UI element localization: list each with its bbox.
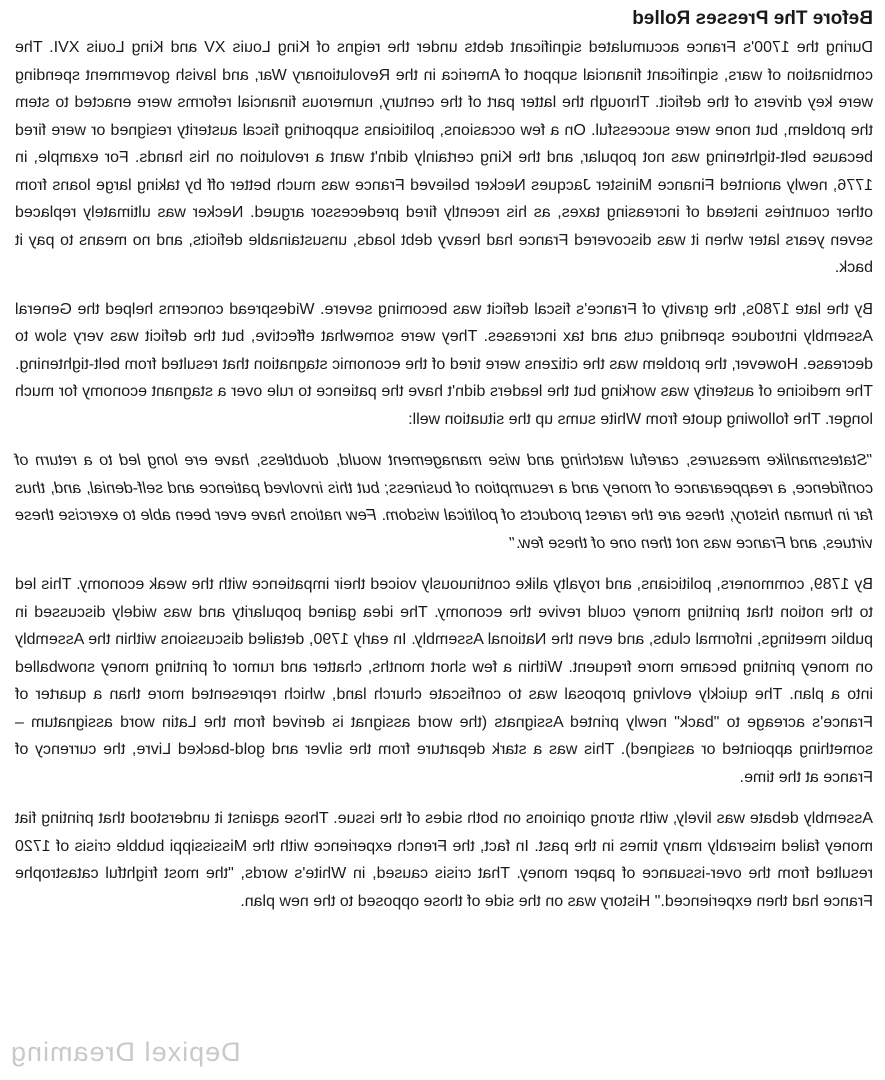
paragraph-debate: Assembly debate was lively, with strong opinions on both sides of the issue. Those against it understood that printing fiat money failed miserably many times in the past. In fact, the French experience with the Mississippi bubble crisis of 1720 resulted from the over-issuance of paper money. That crisis caused, in White's words, "the most frightful catastrophe France had then experienced." History was on the side of those opposed to the new plan.	[15, 810, 873, 910]
article-heading: Before The Presses Rolled	[632, 8, 873, 29]
paragraph-deficit: By the late 1780s, the gravity of France's fiscal deficit was becoming severe. Widespread concerns helped the General Assembly introduce spending cuts and tax increases. They were somewhat effective, but the deficit was very slow to decrease. However, the problem was the citizens were tired of the economic stagnation that resulted from belt-tightening. The medicine of austerity was working but the leaders didn't have the patience to rule over a stagnant economy for much longer. The following quote from White sums up the situation well:	[15, 300, 873, 428]
watermark: Depixel Dreaming	[10, 1037, 241, 1067]
paragraph-debts: During the 1700's France accumulated significant debts under the reigns of King Louis XV and King Louis XVI. The combination of wars, significant financial support of America in the Revolutionary War, and lavish government spending were key drivers of the deficit. Through the latter part of the century, numerous financial reforms were enacted to stem the problem, but none were successful. On a few occasions, politicians supporting fiscal austerity resigned or were fired because belt-tightening was not popular, and the King certainly didn't want a revolution on his hands. For example, in 1776, newly anointed Finance Minister Jacques Necker believed France was much better off by taking large loans from other countries instead of increasing taxes, as his recently fired predecessor argued. Necker was ultimately replaced seven years later when it was discovered France had heavy debt loads, unsustainable deficits, and no means to pay it back.	[15, 39, 873, 276]
quote-white: "Statesmanlike measures, careful watching and wise management would, doubtless, have ere long led to a return of confidence, a reappearance of money and a resumption of business; but this involved patience and self-denial, and, thus far in human history, these are the rarest products of political wisdom. Few nations have ever been able to exercise these virtues, and France was not then one of these few."	[15, 452, 873, 552]
article	[15, 6, 873, 929]
paragraph-assignats: By 1789, commoners, politicians, and royalty alike continuously voiced their impatience with the weak economy. This led to the notion that printing money could revive the economy. The idea gained popularity and was widely discussed in public meetings, informal clubs, and even the National Assembly. In early 1790, detailed discussions within the Assembly on money printing became more frequent. Within a few short months, chatter and rumor of printing money snowballed into a plan. The quickly evolving proposal was to confiscate church land, which represented more than a quarter of France's acreage to "back" newly printed Assignats (the word assignat is derived from the Latin word assignatum – something appointed or assigned). This was a stark departure from the silver and gold-backed Livre, the currency of France at the time.	[15, 576, 873, 786]
